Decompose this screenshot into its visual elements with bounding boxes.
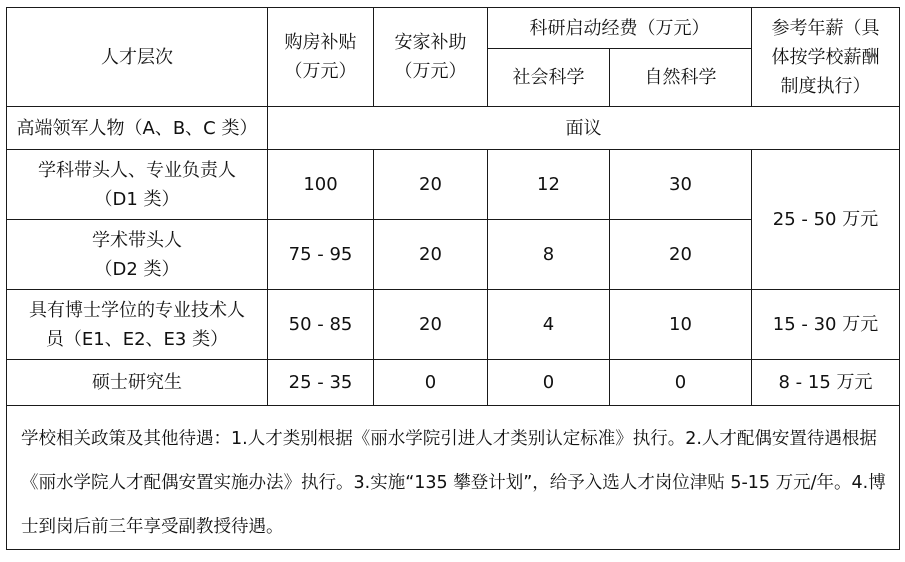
natural-science-cell: 20 [610, 220, 752, 290]
header-reference-salary [752, 8, 900, 107]
header-row-1 [7, 8, 900, 49]
header-settling-line1: 安家补助 [394, 32, 467, 53]
settling-cell: 20 [374, 290, 488, 360]
category-line: 具有博士学位的专业技术人 [29, 299, 245, 321]
header-housing-line2: （万元） [284, 61, 357, 82]
social-science-cell: 12 [488, 150, 610, 220]
salary-cell: 8 - 15 万元 [752, 360, 900, 406]
settling-cell: 0 [374, 360, 488, 406]
header-salary-line2: 体按学校薪酬 [771, 46, 880, 68]
category-cell: 高端领军人物（A、B、C 类） [7, 107, 268, 150]
header-salary-line3: 制度执行） [780, 75, 871, 97]
category-line: 员（E1、E2、E3 类） [45, 328, 229, 350]
category-line: 学科带头人、专业负责人 [38, 159, 236, 181]
salary-cell: 15 - 30 万元 [752, 290, 900, 360]
category-line: （D2 类） [94, 258, 180, 280]
header-settling-line2: （万元） [394, 61, 467, 82]
category-cell [7, 150, 268, 220]
settling-cell: 20 [374, 220, 488, 290]
header-natural-science: 自然科学 [610, 49, 752, 107]
negotiable-cell: 面议 [268, 107, 900, 150]
header-settling-allowance [374, 8, 488, 107]
salary-cell-merged: 25 - 50 万元 [752, 150, 900, 290]
social-science-cell: 0 [488, 360, 610, 406]
header-social-science: 社会科学 [488, 49, 610, 107]
housing-cell: 25 - 35 [268, 360, 374, 406]
header-housing-subsidy [268, 8, 374, 107]
policy-notes: 学校相关政策及其他待遇：1.人才类别根据《丽水学院引进人才类别认定标准》执行。2.人才配偶安置待遇根据《丽水学院人才配偶安置实施办法》执行。3.实施“135 攀登计划”，给予入选人才岗位津贴 5-15 万元/年。4.博士到岗后前三年享受副教授待遇。 [7, 406, 900, 550]
natural-science-cell: 10 [610, 290, 752, 360]
category-line: （D1 类） [94, 188, 180, 210]
table-row [7, 150, 900, 220]
header-housing-line1: 购房补贴 [284, 32, 357, 53]
housing-cell: 75 - 95 [268, 220, 374, 290]
housing-cell: 50 - 85 [268, 290, 374, 360]
table-row [7, 107, 900, 150]
social-science-cell: 8 [488, 220, 610, 290]
notes-row [7, 406, 900, 550]
category-cell [7, 220, 268, 290]
header-salary-line1: 参考年薪（具 [771, 17, 880, 39]
category-cell: 硕士研究生 [7, 360, 268, 406]
category-line: 学术带头人 [92, 229, 182, 251]
talent-benefits-table [6, 7, 900, 550]
header-research-funding: 科研启动经费（万元） [488, 8, 752, 49]
table-row [7, 360, 900, 406]
natural-science-cell: 30 [610, 150, 752, 220]
social-science-cell: 4 [488, 290, 610, 360]
housing-cell: 100 [268, 150, 374, 220]
natural-science-cell: 0 [610, 360, 752, 406]
table-row [7, 290, 900, 360]
header-category: 人才层次 [7, 8, 268, 107]
settling-cell: 20 [374, 150, 488, 220]
category-cell [7, 290, 268, 360]
